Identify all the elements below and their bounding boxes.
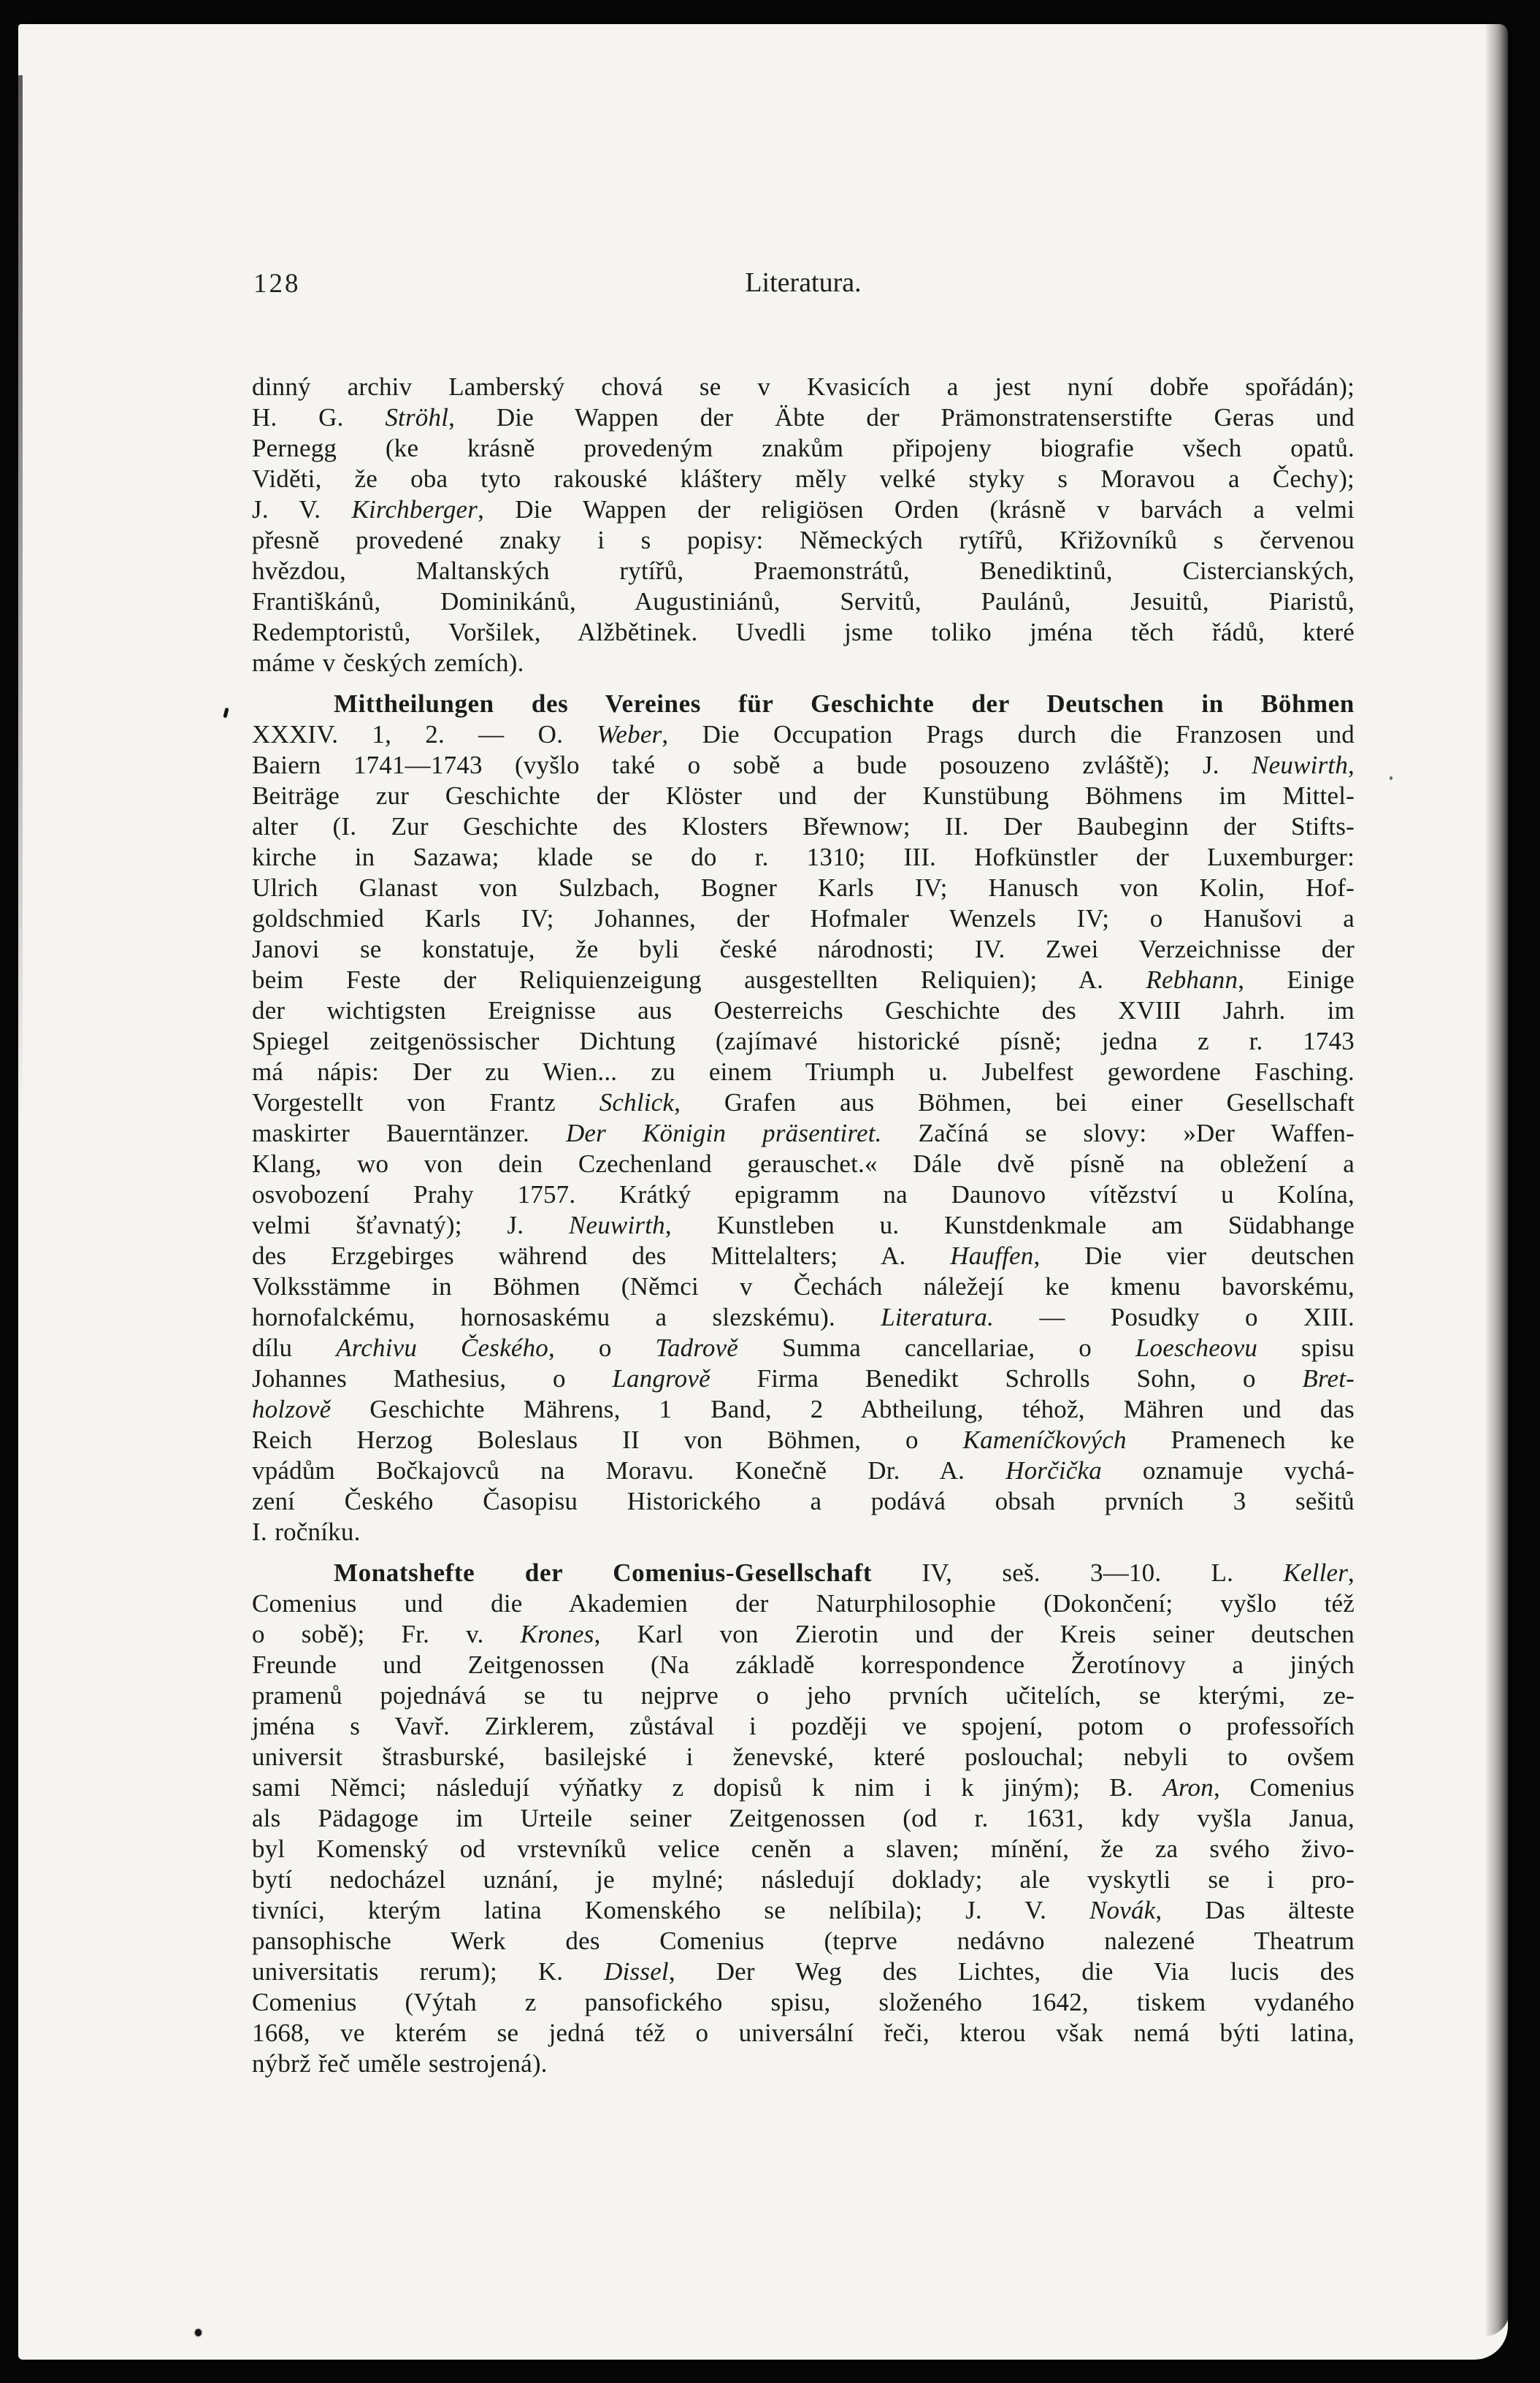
text-segment: alter (I. Zur Geschichte des Klosters Břewnow; II. Der Baubeginn der Stifts- (252, 812, 1355, 841)
text-segment: Geschichte Mährens, 1 Band, 2 Abtheilung, téhož, Mähren und das (331, 1395, 1355, 1423)
italic-text: Horčička (1005, 1456, 1102, 1485)
text-segment: goldschmied Karls IV; Johannes, der Hofmaler Wenzels IV; o Hanušovi a (252, 904, 1355, 933)
text-line (252, 1363, 1355, 1394)
text-line (252, 1619, 1355, 1650)
text-line (252, 1742, 1355, 1772)
scan-artifact-dot (195, 2329, 202, 2336)
text-segment: des Erzgebirges während des Mittelalters; A. (252, 1242, 951, 1270)
italic-text: Krones (520, 1620, 594, 1648)
page-number: 128 (253, 269, 301, 299)
text-line (252, 1118, 1355, 1149)
text-segment: dinný archiv Lamberský chová se v Kvasicích a jest nyní dobře spořádán); (252, 372, 1355, 401)
text-line (252, 1425, 1355, 1456)
text-segment: , (1348, 751, 1355, 779)
text-line (252, 525, 1355, 556)
text-segment: , Die vier deutschen (1033, 1242, 1355, 1270)
text-line (252, 464, 1355, 494)
italic-text: Keller (1283, 1558, 1349, 1587)
text-line (252, 1517, 1355, 1548)
text-line (252, 617, 1355, 648)
text-segment: Pramenech ke (1126, 1426, 1355, 1454)
text-line (252, 1956, 1355, 1987)
italic-text: Tadrově (655, 1334, 739, 1362)
text-segment: , Die Wappen der Äbte der Prämonstratenserstifte Geras und (448, 403, 1355, 432)
text-segment: maskirter Bauerntänzer. (252, 1119, 566, 1147)
text-segment: J. V. (252, 495, 352, 524)
text-segment: Johannes Mathesius, o (252, 1364, 613, 1393)
text-segment: , Das älteste (1155, 1896, 1355, 1924)
text-segment: hvězdou, Maltanských rytířů, Praemonstrátů, Benediktinů, Cistercianských, (252, 556, 1355, 585)
text-segment: velmi šťavnatý); J. (252, 1211, 569, 1239)
text-segment: Freunde und Zeitgenossen (Na základě korrespondence Žerotínovy a jiných (252, 1650, 1355, 1679)
text-segment: 1668, ve kterém se jedná též o universální řeči, kterou však nemá býti latina, (252, 2019, 1355, 2047)
text-line (252, 1210, 1355, 1241)
text-segment: dílu (252, 1334, 337, 1362)
text-segment: Firma Benedikt Schrolls Sohn, o (710, 1364, 1303, 1393)
text-segment: , o (548, 1334, 656, 1362)
text-segment: als Pädagoge im Urteile seiner Zeitgenossen (od r. 1631, kdy vyšla Janua, (252, 1804, 1355, 1832)
text-segment: tivníci, kterým latina Komenského se nelíbila); J. V. (252, 1896, 1089, 1924)
italic-text: Weber (597, 720, 662, 749)
text-line (252, 2018, 1355, 2049)
text-segment: , Die Occupation Prags durch die Franzosen und (662, 720, 1355, 749)
italic-text: Neuwirth (1252, 751, 1349, 779)
text-line (252, 1895, 1355, 1926)
text-segment: hornofalckému, hornosaskému a slezskému). (252, 1303, 881, 1331)
text-segment: sami Němci; následují výňatky z dopisů k nim i k jiným); B. (252, 1773, 1163, 1802)
italic-text: Bret- (1302, 1364, 1355, 1393)
text-line (252, 372, 1355, 402)
running-title: Literatura. (745, 267, 862, 298)
text-line (252, 1588, 1355, 1619)
text-segment: bytí nedocházel uznání, je mylné; následují doklady; ale vyskytli se i pro- (252, 1865, 1355, 1894)
text-segment: H. G. (252, 403, 386, 432)
italic-text: Hauffen (950, 1242, 1034, 1270)
text-segment: der wichtigsten Ereignisse aus Oesterreichs Geschichte des XVIII Jahrh. im (252, 996, 1355, 1025)
text-segment: pansophische Werk des Comenius (teprve nedávno nalezené Theatrum (252, 1927, 1355, 1955)
text-line (252, 1987, 1355, 2018)
text-line (252, 811, 1355, 842)
text-segment: nýbrž řeč uměle sestrojená). (252, 2049, 548, 2078)
text-line (252, 995, 1355, 1026)
text-segment: jména s Vavř. Zirklerem, zůstával i později ve spojení, potom o professořích (252, 1712, 1355, 1740)
text-segment: Volksstämme in Böhmen (Němci v Čechách náležejí ke kmenu bavorskému, (252, 1272, 1355, 1301)
text-line (252, 1650, 1355, 1680)
text-line (252, 1302, 1355, 1333)
scan-artifact-mark (223, 708, 229, 719)
text-segment: Janovi se konstatuje, že byli české národnosti; IV. Zwei Verzeichnisse der (252, 935, 1355, 963)
text-segment: — Posudky o XIII. (994, 1303, 1355, 1331)
text-segment: Klang, wo von dein Czechenland gerauschet.« Dále dvě písně na obležení a (252, 1150, 1355, 1178)
text-segment: Pernegg (ke krásně provedeným znakům připojeny biografie všech opatů. (252, 434, 1355, 462)
text-segment: Začíná se slovy: »Der Waffen- (881, 1119, 1355, 1147)
text-segment: beim Feste der Reliquienzeigung ausgestellten Reliquien); A. (252, 965, 1146, 994)
text-line (252, 1333, 1355, 1363)
text-segment: pramenů pojednává se tu nejprve o jeho prvních učitelích, se kterými, ze- (252, 1681, 1355, 1710)
text-line (252, 1834, 1355, 1864)
text-segment: oznamuje vychá- (1101, 1456, 1355, 1485)
italic-text: Dissel (604, 1957, 669, 1986)
italic-text: Der Königin präsentiret. (565, 1119, 882, 1147)
text-segment: Baiern 1741—1743 (vyšlo také o sobě a bude posouzeno zvláště); J. (252, 751, 1252, 779)
italic-text: Aron (1162, 1773, 1214, 1802)
text-segment: XXXIV. 1, 2. — O. (252, 720, 597, 749)
text-segment: Reich Herzog Boleslaus II von Böhmen, o (252, 1426, 963, 1454)
text-segment: Beiträge zur Geschichte der Klöster und der Kunstübung Böhmens im Mittel- (252, 781, 1355, 810)
text-segment: přesně provedené znaky i s popisy: Německých rytířů, Křižovníků s červenou (252, 526, 1355, 554)
italic-text: Schlick (599, 1088, 675, 1117)
italic-text: Neuwirth (568, 1211, 665, 1239)
italic-text: Literatura. (881, 1303, 995, 1331)
text-segment: universit štrasburské, basilejské i ženevské, které poslouchal; nebyli to ovšem (252, 1743, 1355, 1771)
text-line (252, 1271, 1355, 1302)
text-line (252, 750, 1355, 781)
text-line (252, 648, 1355, 678)
text-line (252, 433, 1355, 464)
text-line (252, 842, 1355, 873)
text-line (252, 873, 1355, 903)
text-segment: spisu (1257, 1334, 1355, 1362)
text-segment: IV, seš. 3—10. L. (872, 1558, 1284, 1587)
text-segment: universitatis rerum); K. (252, 1957, 605, 1986)
text-segment: , Comenius (1213, 1773, 1355, 1802)
text-segment: kirche in Sazawa; klade se do r. 1310; III. Hofkünstler der Luxemburger: (252, 843, 1355, 871)
text-line (252, 1149, 1355, 1179)
text-segment: Comenius (Výtah z pansofického spisu, složeného 1642, tiskem vydaného (252, 1988, 1355, 2016)
text-line (252, 1057, 1355, 1087)
text-line (252, 2049, 1355, 2079)
italic-text: Langrově (612, 1364, 710, 1393)
paragraph (252, 1558, 1355, 2079)
text-line (252, 934, 1355, 965)
italic-text: Archivu Českého (336, 1334, 548, 1362)
text-line (252, 1772, 1355, 1803)
text-segment: vpádům Bočkajovců na Moravu. Konečně Dr. A. (252, 1456, 1006, 1485)
text-segment: , Die Wappen der religiösen Orden (krásně v barvách a velmi (478, 495, 1355, 524)
text-segment: , Grafen aus Böhmen, bei einer Gesellschaft (674, 1088, 1355, 1117)
text-line (252, 1926, 1355, 1956)
book-page (18, 24, 1508, 2360)
text-segment: osvobození Prahy 1757. Krátký epigramm na Daunovo vítězství u Kolína, (252, 1180, 1355, 1209)
text-segment: byl Komenský od vrstevníků velice ceněn a slaven; mínění, že za svého živo- (252, 1835, 1355, 1863)
text-line (252, 1179, 1355, 1210)
text-area (252, 24, 1355, 2079)
text-segment: Viděti, že oba tyto rakouské kláštery měly velké styky s Moravou a Čechy); (252, 464, 1355, 493)
italic-text: Loescheovu (1135, 1334, 1258, 1362)
italic-text: holzově (252, 1395, 332, 1423)
text-segment: , Kunstleben u. Kunstdenkmale am Südabhange (664, 1211, 1355, 1239)
text-line (252, 1241, 1355, 1271)
text-line (252, 965, 1355, 995)
page-header (252, 267, 1355, 303)
bold-text: Mittheilungen des Vereines für Geschichte der Deutschen in Böhmen (334, 689, 1355, 718)
text-line (252, 689, 1355, 719)
text-segment: , Einige (1238, 965, 1355, 994)
text-line (252, 1486, 1355, 1517)
text-line (252, 1864, 1355, 1895)
text-line (252, 1711, 1355, 1742)
text-segment: Redemptoristů, Voršilek, Alžbětinek. Uvedli jsme toliko jména těch řádů, které (252, 618, 1355, 646)
text-segment: , Der Weg des Lichtes, die Via lucis des (668, 1957, 1355, 1986)
text-line (252, 494, 1355, 525)
scan-artifact-dot (1390, 776, 1392, 780)
text-segment: Summa cancellariae, o (738, 1334, 1135, 1362)
text-line (252, 1558, 1355, 1588)
italic-text: Ströhl (385, 403, 449, 432)
text-segment: Vorgestellt von Frantz (252, 1088, 599, 1117)
text-line (252, 781, 1355, 811)
text-line (252, 586, 1355, 617)
text-line (252, 556, 1355, 586)
text-segment: , (1348, 1558, 1355, 1587)
text-segment: o sobě); Fr. v. (252, 1620, 521, 1648)
text-block (252, 372, 1355, 2079)
text-line (252, 402, 1355, 433)
text-segment: Comenius und die Akademien der Naturphilosophie (Dokončení; vyšlo též (252, 1589, 1355, 1618)
italic-text: Rebhann (1146, 965, 1238, 994)
text-segment: zení Českého Časopisu Historického a podává obsah prvních 3 sešitů (252, 1487, 1355, 1515)
text-line (252, 1087, 1355, 1118)
text-line (252, 1026, 1355, 1057)
text-line (252, 1680, 1355, 1711)
italic-text: Kirchberger (351, 495, 478, 524)
text-segment: I. ročníku. (252, 1518, 361, 1546)
text-segment: Spiegel zeitgenössischer Dichtung (zajímavé historické písně; jedna z r. 1743 (252, 1027, 1355, 1055)
text-segment: má nápis: Der zu Wien... zu einem Triumph u. Jubelfest gewordene Fasching. (252, 1057, 1355, 1086)
text-line (252, 1803, 1355, 1834)
text-line (252, 1394, 1355, 1425)
paragraph (252, 689, 1355, 1548)
italic-text: Kameníčkových (962, 1426, 1127, 1454)
text-line (252, 719, 1355, 750)
paragraph (252, 372, 1355, 678)
text-segment: máme v českých zemích). (252, 649, 524, 677)
text-segment: , Karl von Zierotin und der Kreis seiner deutschen (594, 1620, 1355, 1648)
text-segment: Františkánů, Dominikánů, Augustiniánů, Servitů, Paulánů, Jesuitů, Piaristů, (252, 587, 1355, 616)
text-line (252, 903, 1355, 934)
text-line (252, 1456, 1355, 1486)
text-segment: Ulrich Glanast von Sulzbach, Bogner Karls IV; Hanusch von Kolin, Hof- (252, 873, 1355, 902)
italic-text: Novák (1089, 1896, 1156, 1924)
bold-text: Monatshefte der Comenius-Gesellschaft (334, 1558, 873, 1587)
